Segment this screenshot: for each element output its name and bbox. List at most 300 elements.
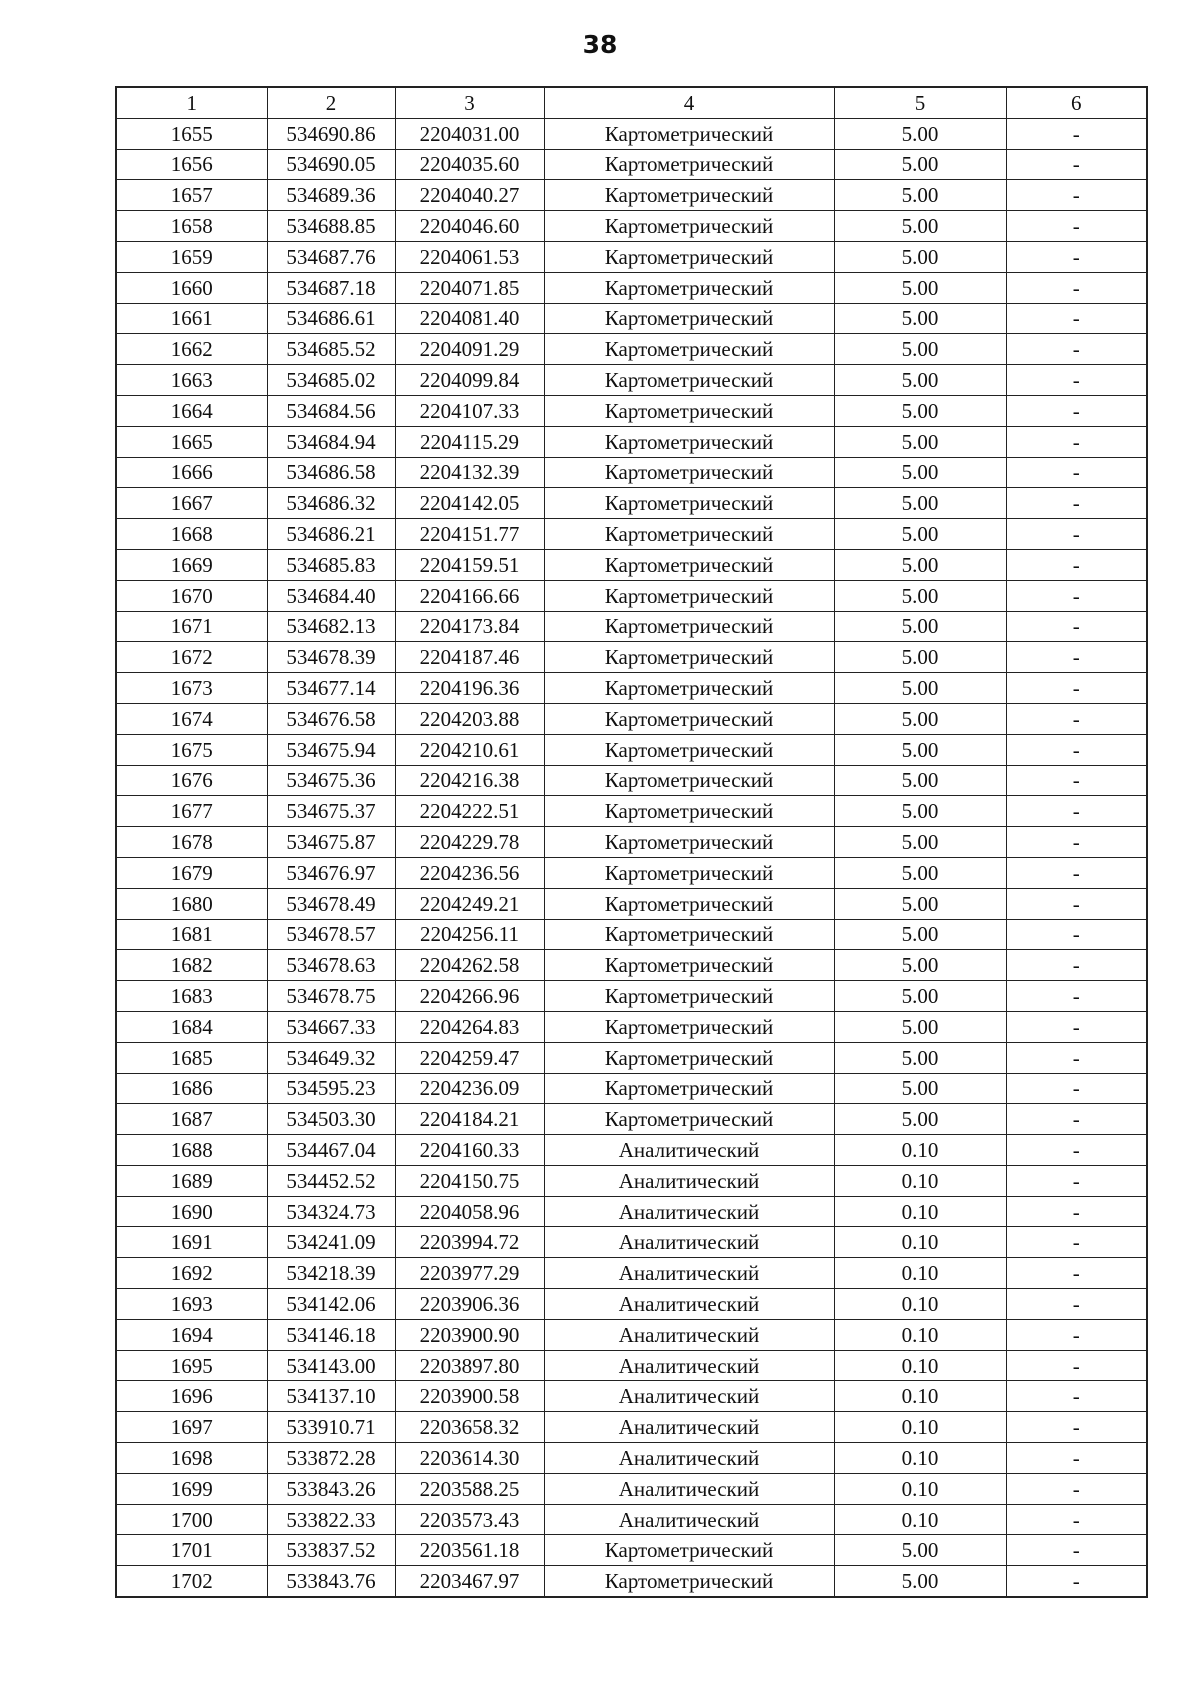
x-coordinate-cell: 534142.06 xyxy=(267,1289,395,1320)
method-cell: Картометрический xyxy=(544,1073,834,1104)
x-coordinate-cell: 534675.37 xyxy=(267,796,395,827)
x-coordinate-cell: 534678.49 xyxy=(267,888,395,919)
x-coordinate-cell: 534678.57 xyxy=(267,919,395,950)
method-cell: Картометрический xyxy=(544,1104,834,1135)
x-coordinate-cell: 534595.23 xyxy=(267,1073,395,1104)
table-header-row xyxy=(116,87,1147,118)
point-number-cell: 1688 xyxy=(116,1135,267,1166)
note-cell: - xyxy=(1006,457,1147,488)
y-coordinate-cell: 2204058.96 xyxy=(395,1196,544,1227)
y-coordinate-cell: 2203658.32 xyxy=(395,1412,544,1443)
table-row xyxy=(116,1535,1147,1566)
point-number-cell: 1697 xyxy=(116,1412,267,1443)
note-cell: - xyxy=(1006,981,1147,1012)
x-coordinate-cell: 534688.85 xyxy=(267,211,395,242)
table-row xyxy=(116,1566,1147,1597)
note-cell: - xyxy=(1006,703,1147,734)
note-cell: - xyxy=(1006,1412,1147,1443)
accuracy-cell: 5.00 xyxy=(834,488,1006,519)
note-cell: - xyxy=(1006,1011,1147,1042)
x-coordinate-cell: 534675.87 xyxy=(267,827,395,858)
note-cell: - xyxy=(1006,857,1147,888)
accuracy-cell: 5.00 xyxy=(834,303,1006,334)
accuracy-cell: 5.00 xyxy=(834,457,1006,488)
accuracy-cell: 0.10 xyxy=(834,1258,1006,1289)
y-coordinate-cell: 2204142.05 xyxy=(395,488,544,519)
table-row xyxy=(116,950,1147,981)
table-row xyxy=(116,1104,1147,1135)
x-coordinate-cell: 534686.61 xyxy=(267,303,395,334)
column-header: 1 xyxy=(116,87,267,118)
table-row xyxy=(116,857,1147,888)
accuracy-cell: 5.00 xyxy=(834,950,1006,981)
method-cell: Картометрический xyxy=(544,888,834,919)
method-cell: Аналитический xyxy=(544,1381,834,1412)
point-number-cell: 1701 xyxy=(116,1535,267,1566)
note-cell: - xyxy=(1006,1104,1147,1135)
x-coordinate-cell: 534686.32 xyxy=(267,488,395,519)
point-number-cell: 1668 xyxy=(116,519,267,550)
accuracy-cell: 5.00 xyxy=(834,580,1006,611)
method-cell: Картометрический xyxy=(544,981,834,1012)
table-row xyxy=(116,303,1147,334)
method-cell: Картометрический xyxy=(544,488,834,519)
method-cell: Картометрический xyxy=(544,857,834,888)
table-row xyxy=(116,1289,1147,1320)
x-coordinate-cell: 534667.33 xyxy=(267,1011,395,1042)
note-cell: - xyxy=(1006,1135,1147,1166)
accuracy-cell: 5.00 xyxy=(834,426,1006,457)
accuracy-cell: 5.00 xyxy=(834,1535,1006,1566)
point-number-cell: 1685 xyxy=(116,1042,267,1073)
accuracy-cell: 0.10 xyxy=(834,1412,1006,1443)
y-coordinate-cell: 2204071.85 xyxy=(395,272,544,303)
table-row xyxy=(116,272,1147,303)
note-cell: - xyxy=(1006,1227,1147,1258)
method-cell: Картометрический xyxy=(544,703,834,734)
table-row xyxy=(116,395,1147,426)
column-header: 5 xyxy=(834,87,1006,118)
y-coordinate-cell: 2204216.38 xyxy=(395,765,544,796)
method-cell: Картометрический xyxy=(544,241,834,272)
x-coordinate-cell: 534690.86 xyxy=(267,118,395,149)
point-number-cell: 1671 xyxy=(116,611,267,642)
table-row xyxy=(116,241,1147,272)
table-row xyxy=(116,703,1147,734)
note-cell: - xyxy=(1006,611,1147,642)
accuracy-cell: 5.00 xyxy=(834,1011,1006,1042)
point-number-cell: 1670 xyxy=(116,580,267,611)
method-cell: Картометрический xyxy=(544,796,834,827)
x-coordinate-cell: 534687.76 xyxy=(267,241,395,272)
point-number-cell: 1702 xyxy=(116,1566,267,1597)
method-cell: Картометрический xyxy=(544,457,834,488)
accuracy-cell: 5.00 xyxy=(834,673,1006,704)
y-coordinate-cell: 2204266.96 xyxy=(395,981,544,1012)
note-cell: - xyxy=(1006,118,1147,149)
x-coordinate-cell: 534241.09 xyxy=(267,1227,395,1258)
accuracy-cell: 5.00 xyxy=(834,519,1006,550)
x-coordinate-cell: 534684.40 xyxy=(267,580,395,611)
accuracy-cell: 0.10 xyxy=(834,1196,1006,1227)
point-number-cell: 1695 xyxy=(116,1350,267,1381)
point-number-cell: 1687 xyxy=(116,1104,267,1135)
method-cell: Аналитический xyxy=(544,1289,834,1320)
point-number-cell: 1675 xyxy=(116,734,267,765)
table-row xyxy=(116,1258,1147,1289)
accuracy-cell: 5.00 xyxy=(834,365,1006,396)
table-row xyxy=(116,149,1147,180)
note-cell: - xyxy=(1006,1473,1147,1504)
note-cell: - xyxy=(1006,827,1147,858)
y-coordinate-cell: 2204040.27 xyxy=(395,180,544,211)
table-row xyxy=(116,981,1147,1012)
y-coordinate-cell: 2204256.11 xyxy=(395,919,544,950)
y-coordinate-cell: 2204264.83 xyxy=(395,1011,544,1042)
table-row xyxy=(116,211,1147,242)
table-row xyxy=(116,796,1147,827)
point-number-cell: 1659 xyxy=(116,241,267,272)
point-number-cell: 1682 xyxy=(116,950,267,981)
method-cell: Картометрический xyxy=(544,1042,834,1073)
accuracy-cell: 0.10 xyxy=(834,1504,1006,1535)
y-coordinate-cell: 2204159.51 xyxy=(395,549,544,580)
note-cell: - xyxy=(1006,580,1147,611)
y-coordinate-cell: 2204046.60 xyxy=(395,211,544,242)
table-row xyxy=(116,457,1147,488)
method-cell: Аналитический xyxy=(544,1196,834,1227)
x-coordinate-cell: 533843.26 xyxy=(267,1473,395,1504)
method-cell: Картометрический xyxy=(544,519,834,550)
x-coordinate-cell: 534685.83 xyxy=(267,549,395,580)
point-number-cell: 1663 xyxy=(116,365,267,396)
table-row xyxy=(116,1196,1147,1227)
x-coordinate-cell: 534649.32 xyxy=(267,1042,395,1073)
accuracy-cell: 0.10 xyxy=(834,1289,1006,1320)
point-number-cell: 1667 xyxy=(116,488,267,519)
x-coordinate-cell: 534677.14 xyxy=(267,673,395,704)
note-cell: - xyxy=(1006,272,1147,303)
point-number-cell: 1665 xyxy=(116,426,267,457)
point-number-cell: 1684 xyxy=(116,1011,267,1042)
method-cell: Аналитический xyxy=(544,1227,834,1258)
x-coordinate-cell: 534686.21 xyxy=(267,519,395,550)
point-number-cell: 1678 xyxy=(116,827,267,858)
method-cell: Картометрический xyxy=(544,272,834,303)
x-coordinate-cell: 534675.36 xyxy=(267,765,395,796)
method-cell: Аналитический xyxy=(544,1319,834,1350)
table-row xyxy=(116,180,1147,211)
x-coordinate-cell: 533822.33 xyxy=(267,1504,395,1535)
note-cell: - xyxy=(1006,1350,1147,1381)
accuracy-cell: 5.00 xyxy=(834,888,1006,919)
note-cell: - xyxy=(1006,1289,1147,1320)
method-cell: Картометрический xyxy=(544,1566,834,1597)
method-cell: Аналитический xyxy=(544,1258,834,1289)
table-row xyxy=(116,549,1147,580)
accuracy-cell: 5.00 xyxy=(834,180,1006,211)
column-header: 6 xyxy=(1006,87,1147,118)
x-coordinate-cell: 534678.39 xyxy=(267,642,395,673)
table-row xyxy=(116,1165,1147,1196)
point-number-cell: 1694 xyxy=(116,1319,267,1350)
accuracy-cell: 5.00 xyxy=(834,395,1006,426)
table-row xyxy=(116,1135,1147,1166)
accuracy-cell: 5.00 xyxy=(834,796,1006,827)
table-row xyxy=(116,1227,1147,1258)
method-cell: Картометрический xyxy=(544,1011,834,1042)
y-coordinate-cell: 2204035.60 xyxy=(395,149,544,180)
y-coordinate-cell: 2203573.43 xyxy=(395,1504,544,1535)
y-coordinate-cell: 2204196.36 xyxy=(395,673,544,704)
x-coordinate-cell: 534676.97 xyxy=(267,857,395,888)
note-cell: - xyxy=(1006,1443,1147,1474)
x-coordinate-cell: 534685.02 xyxy=(267,365,395,396)
method-cell: Картометрический xyxy=(544,827,834,858)
accuracy-cell: 0.10 xyxy=(834,1473,1006,1504)
accuracy-cell: 0.10 xyxy=(834,1227,1006,1258)
point-number-cell: 1689 xyxy=(116,1165,267,1196)
accuracy-cell: 5.00 xyxy=(834,334,1006,365)
point-number-cell: 1658 xyxy=(116,211,267,242)
x-coordinate-cell: 534687.18 xyxy=(267,272,395,303)
note-cell: - xyxy=(1006,888,1147,919)
method-cell: Картометрический xyxy=(544,118,834,149)
y-coordinate-cell: 2204150.75 xyxy=(395,1165,544,1196)
note-cell: - xyxy=(1006,211,1147,242)
point-number-cell: 1699 xyxy=(116,1473,267,1504)
note-cell: - xyxy=(1006,519,1147,550)
point-number-cell: 1681 xyxy=(116,919,267,950)
note-cell: - xyxy=(1006,950,1147,981)
table-row xyxy=(116,334,1147,365)
y-coordinate-cell: 2203900.90 xyxy=(395,1319,544,1350)
table-row xyxy=(116,365,1147,396)
point-number-cell: 1679 xyxy=(116,857,267,888)
accuracy-cell: 5.00 xyxy=(834,549,1006,580)
x-coordinate-cell: 534685.52 xyxy=(267,334,395,365)
y-coordinate-cell: 2203561.18 xyxy=(395,1535,544,1566)
method-cell: Картометрический xyxy=(544,211,834,242)
point-number-cell: 1696 xyxy=(116,1381,267,1412)
table-row xyxy=(116,642,1147,673)
note-cell: - xyxy=(1006,642,1147,673)
accuracy-cell: 0.10 xyxy=(834,1443,1006,1474)
accuracy-cell: 5.00 xyxy=(834,765,1006,796)
table-row xyxy=(116,488,1147,519)
point-number-cell: 1686 xyxy=(116,1073,267,1104)
table-row xyxy=(116,888,1147,919)
method-cell: Картометрический xyxy=(544,365,834,396)
y-coordinate-cell: 2204160.33 xyxy=(395,1135,544,1166)
accuracy-cell: 5.00 xyxy=(834,211,1006,242)
point-number-cell: 1656 xyxy=(116,149,267,180)
x-coordinate-cell: 534137.10 xyxy=(267,1381,395,1412)
y-coordinate-cell: 2204187.46 xyxy=(395,642,544,673)
method-cell: Картометрический xyxy=(544,950,834,981)
table-row xyxy=(116,827,1147,858)
note-cell: - xyxy=(1006,796,1147,827)
y-coordinate-cell: 2203906.36 xyxy=(395,1289,544,1320)
accuracy-cell: 5.00 xyxy=(834,919,1006,950)
x-coordinate-cell: 534686.58 xyxy=(267,457,395,488)
table-row xyxy=(116,519,1147,550)
table-body xyxy=(116,118,1147,1597)
y-coordinate-cell: 2204259.47 xyxy=(395,1042,544,1073)
accuracy-cell: 5.00 xyxy=(834,1073,1006,1104)
x-coordinate-cell: 534503.30 xyxy=(267,1104,395,1135)
y-coordinate-cell: 2204236.09 xyxy=(395,1073,544,1104)
table-row xyxy=(116,765,1147,796)
x-coordinate-cell: 534689.36 xyxy=(267,180,395,211)
accuracy-cell: 5.00 xyxy=(834,734,1006,765)
table-row xyxy=(116,919,1147,950)
y-coordinate-cell: 2204151.77 xyxy=(395,519,544,550)
table-row xyxy=(116,426,1147,457)
point-number-cell: 1657 xyxy=(116,180,267,211)
x-coordinate-cell: 533843.76 xyxy=(267,1566,395,1597)
method-cell: Картометрический xyxy=(544,395,834,426)
y-coordinate-cell: 2204115.29 xyxy=(395,426,544,457)
note-cell: - xyxy=(1006,426,1147,457)
accuracy-cell: 5.00 xyxy=(834,611,1006,642)
accuracy-cell: 0.10 xyxy=(834,1135,1006,1166)
y-coordinate-cell: 2204203.88 xyxy=(395,703,544,734)
point-number-cell: 1698 xyxy=(116,1443,267,1474)
note-cell: - xyxy=(1006,1319,1147,1350)
method-cell: Картометрический xyxy=(544,1535,834,1566)
method-cell: Картометрический xyxy=(544,303,834,334)
table-row xyxy=(116,1350,1147,1381)
y-coordinate-cell: 2203994.72 xyxy=(395,1227,544,1258)
note-cell: - xyxy=(1006,1258,1147,1289)
y-coordinate-cell: 2204184.21 xyxy=(395,1104,544,1135)
point-number-cell: 1661 xyxy=(116,303,267,334)
method-cell: Аналитический xyxy=(544,1473,834,1504)
method-cell: Картометрический xyxy=(544,149,834,180)
accuracy-cell: 5.00 xyxy=(834,703,1006,734)
method-cell: Картометрический xyxy=(544,765,834,796)
table-row xyxy=(116,611,1147,642)
accuracy-cell: 5.00 xyxy=(834,118,1006,149)
accuracy-cell: 0.10 xyxy=(834,1381,1006,1412)
method-cell: Картометрический xyxy=(544,180,834,211)
y-coordinate-cell: 2204061.53 xyxy=(395,241,544,272)
x-coordinate-cell: 534684.94 xyxy=(267,426,395,457)
accuracy-cell: 5.00 xyxy=(834,1042,1006,1073)
y-coordinate-cell: 2203614.30 xyxy=(395,1443,544,1474)
method-cell: Картометрический xyxy=(544,919,834,950)
point-number-cell: 1672 xyxy=(116,642,267,673)
method-cell: Аналитический xyxy=(544,1443,834,1474)
accuracy-cell: 0.10 xyxy=(834,1165,1006,1196)
point-number-cell: 1691 xyxy=(116,1227,267,1258)
y-coordinate-cell: 2204229.78 xyxy=(395,827,544,858)
point-number-cell: 1664 xyxy=(116,395,267,426)
note-cell: - xyxy=(1006,1535,1147,1566)
y-coordinate-cell: 2204099.84 xyxy=(395,365,544,396)
point-number-cell: 1690 xyxy=(116,1196,267,1227)
y-coordinate-cell: 2204107.33 xyxy=(395,395,544,426)
table-row xyxy=(116,1381,1147,1412)
note-cell: - xyxy=(1006,488,1147,519)
method-cell: Аналитический xyxy=(544,1165,834,1196)
y-coordinate-cell: 2204166.66 xyxy=(395,580,544,611)
note-cell: - xyxy=(1006,149,1147,180)
table-row xyxy=(116,1042,1147,1073)
y-coordinate-cell: 2203977.29 xyxy=(395,1258,544,1289)
note-cell: - xyxy=(1006,1566,1147,1597)
table-row xyxy=(116,1011,1147,1042)
y-coordinate-cell: 2203900.58 xyxy=(395,1381,544,1412)
accuracy-cell: 5.00 xyxy=(834,272,1006,303)
method-cell: Аналитический xyxy=(544,1504,834,1535)
y-coordinate-cell: 2204173.84 xyxy=(395,611,544,642)
point-number-cell: 1669 xyxy=(116,549,267,580)
point-number-cell: 1680 xyxy=(116,888,267,919)
y-coordinate-cell: 2204210.61 xyxy=(395,734,544,765)
method-cell: Картометрический xyxy=(544,334,834,365)
note-cell: - xyxy=(1006,919,1147,950)
note-cell: - xyxy=(1006,303,1147,334)
accuracy-cell: 5.00 xyxy=(834,857,1006,888)
note-cell: - xyxy=(1006,1504,1147,1535)
accuracy-cell: 5.00 xyxy=(834,981,1006,1012)
table-row xyxy=(116,118,1147,149)
page-number: 38 xyxy=(582,30,618,59)
point-number-cell: 1676 xyxy=(116,765,267,796)
note-cell: - xyxy=(1006,673,1147,704)
point-number-cell: 1662 xyxy=(116,334,267,365)
table-row xyxy=(116,1412,1147,1443)
y-coordinate-cell: 2204222.51 xyxy=(395,796,544,827)
x-coordinate-cell: 534684.56 xyxy=(267,395,395,426)
y-coordinate-cell: 2204236.56 xyxy=(395,857,544,888)
method-cell: Картометрический xyxy=(544,426,834,457)
table-row xyxy=(116,1473,1147,1504)
point-number-cell: 1674 xyxy=(116,703,267,734)
table-row xyxy=(116,1443,1147,1474)
x-coordinate-cell: 533910.71 xyxy=(267,1412,395,1443)
accuracy-cell: 5.00 xyxy=(834,1104,1006,1135)
y-coordinate-cell: 2203588.25 xyxy=(395,1473,544,1504)
table-row xyxy=(116,1073,1147,1104)
method-cell: Картометрический xyxy=(544,549,834,580)
y-coordinate-cell: 2204132.39 xyxy=(395,457,544,488)
x-coordinate-cell: 534690.05 xyxy=(267,149,395,180)
point-number-cell: 1700 xyxy=(116,1504,267,1535)
method-cell: Картометрический xyxy=(544,611,834,642)
method-cell: Картометрический xyxy=(544,642,834,673)
method-cell: Аналитический xyxy=(544,1135,834,1166)
point-number-cell: 1655 xyxy=(116,118,267,149)
x-coordinate-cell: 534675.94 xyxy=(267,734,395,765)
x-coordinate-cell: 534678.75 xyxy=(267,981,395,1012)
y-coordinate-cell: 2204262.58 xyxy=(395,950,544,981)
accuracy-cell: 5.00 xyxy=(834,1566,1006,1597)
x-coordinate-cell: 534143.00 xyxy=(267,1350,395,1381)
accuracy-cell: 0.10 xyxy=(834,1350,1006,1381)
x-coordinate-cell: 534676.58 xyxy=(267,703,395,734)
point-number-cell: 1692 xyxy=(116,1258,267,1289)
y-coordinate-cell: 2203897.80 xyxy=(395,1350,544,1381)
table-row xyxy=(116,1319,1147,1350)
method-cell: Картометрический xyxy=(544,734,834,765)
note-cell: - xyxy=(1006,334,1147,365)
table-row xyxy=(116,580,1147,611)
x-coordinate-cell: 534678.63 xyxy=(267,950,395,981)
x-coordinate-cell: 534452.52 xyxy=(267,1165,395,1196)
